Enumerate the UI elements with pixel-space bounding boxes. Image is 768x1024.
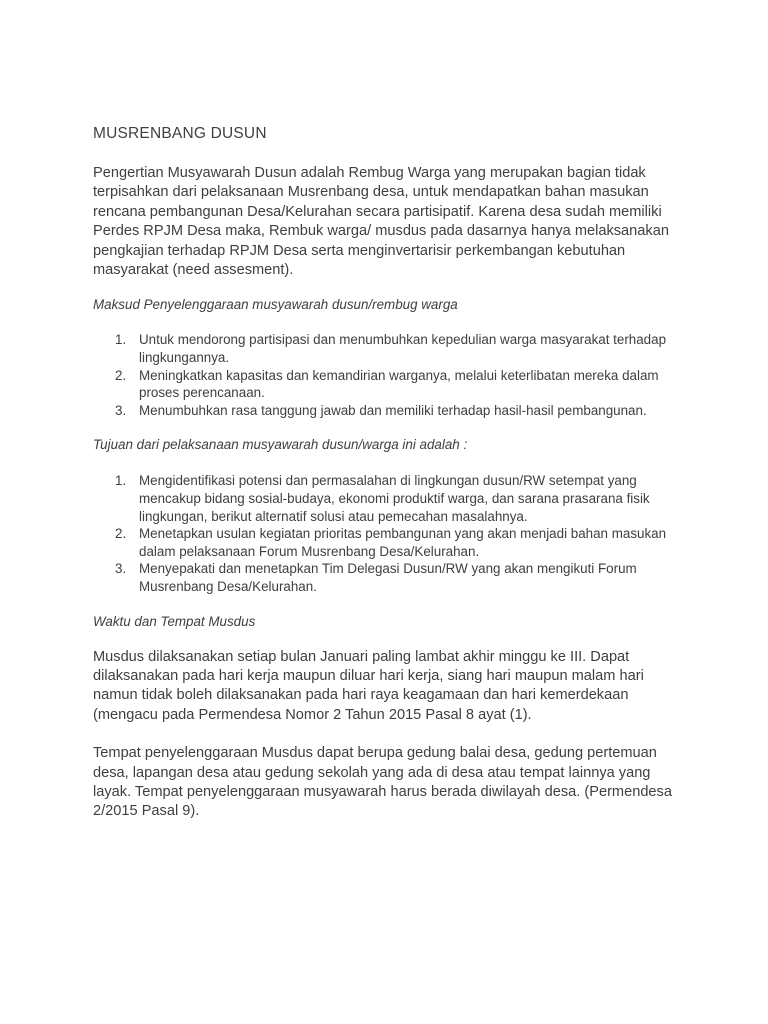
document-title: MUSRENBANG DUSUN <box>93 125 267 142</box>
list-item <box>93 525 683 560</box>
list-text: Mengidentifikasi potensi dan permasalahan di lingkungan dusun/RW setempat yang mencakup bidang sosial-budaya, ekonomi produktif warga, dan sarana prasarana fisik lingkungan, berikut alternatif solusi atau pemecahan masalahnya. <box>139 473 650 524</box>
list-text: Menetapkan usulan kegiatan prioritas pembangunan yang akan menjadi bahan masukan dalam pelaksanaan Forum Musrenbang Desa/Kelurahan. <box>139 526 667 559</box>
intro-paragraph: Pengertian Musyawarah Dusun adalah Rembug Warga yang merupakan bagian tidak terpisahkan dari pelaksanaan Musrenbang desa, untuk mendapatkan bahan masukan rencana pembangunan Desa/Kelurahan secara partisipatif. Karena desa sudah memiliki Perdes RPJM Desa maka, Rembuk warga/ musdus pada dasarnya hanya melaksanakan pengkajian terhadap RPJM Desa serta menginvertarisir perkembangan kebutuhan masyarakat (need assesment). <box>93 165 669 279</box>
tempat-paragraph: Tempat penyelenggaraan Musdus dapat berupa gedung balai desa, gedung pertemuan desa, lapangan desa atau gedung sekolah yang ada di desa atau tempat lainnya yang layak. Tempat penyelenggaraan musyawarah harus berada diwilayah desa. (Permendesa 2/2015 Pasal 9). <box>93 745 672 820</box>
list-number: 3. <box>115 561 127 577</box>
list-item <box>93 402 683 420</box>
maksud-heading: Maksud Penyelenggaraan musyawarah dusun/rembug warga <box>93 297 458 313</box>
list-number: 1. <box>115 332 127 348</box>
list-item <box>93 472 683 525</box>
list-item <box>93 560 683 595</box>
list-text: Menumbuhkan rasa tanggung jawab dan memiliki terhadap hasil-hasil pembangunan. <box>139 402 647 418</box>
waktu-heading: Waktu dan Tempat Musdus <box>93 613 256 629</box>
list-number: 2. <box>115 367 127 383</box>
list-item <box>93 331 683 366</box>
document-page <box>93 124 683 822</box>
tujuan-list <box>93 472 683 595</box>
list-number: 3. <box>115 402 127 418</box>
list-text: Meningkatkan kapasitas dan kemandirian warganya, melalui keterlibatan mereka dalam proses perencanaan. <box>139 367 659 401</box>
list-item <box>93 367 683 402</box>
maksud-list <box>93 331 683 419</box>
tujuan-heading: Tujuan dari pelaksanaan musyawarah dusun/warga ini adalah : <box>93 437 468 453</box>
waktu-paragraph: Musdus dilaksanakan setiap bulan Januari paling lambat akhir minggu ke III. Dapat dilaksanakan pada hari kerja maupun diluar hari kerja, siang hari maupun malam hari namun tidak boleh dilaksanakan pada hari raya keagamaan dan hari kemerdekaan (mengacu pada Permendesa Nomor 2 Tahun 2015 Pasal 8 ayat (1). <box>93 648 644 723</box>
list-number: 2. <box>115 526 127 542</box>
list-text: Untuk mendorong partisipasi dan menumbuhkan kepedulian warga masyarakat terhadap lingkungannya. <box>139 332 667 366</box>
list-number: 1. <box>115 473 127 489</box>
list-text: Menyepakati dan menetapkan Tim Delegasi Dusun/RW yang akan mengikuti Forum Musrenbang Desa/Kelurahan. <box>139 561 637 594</box>
